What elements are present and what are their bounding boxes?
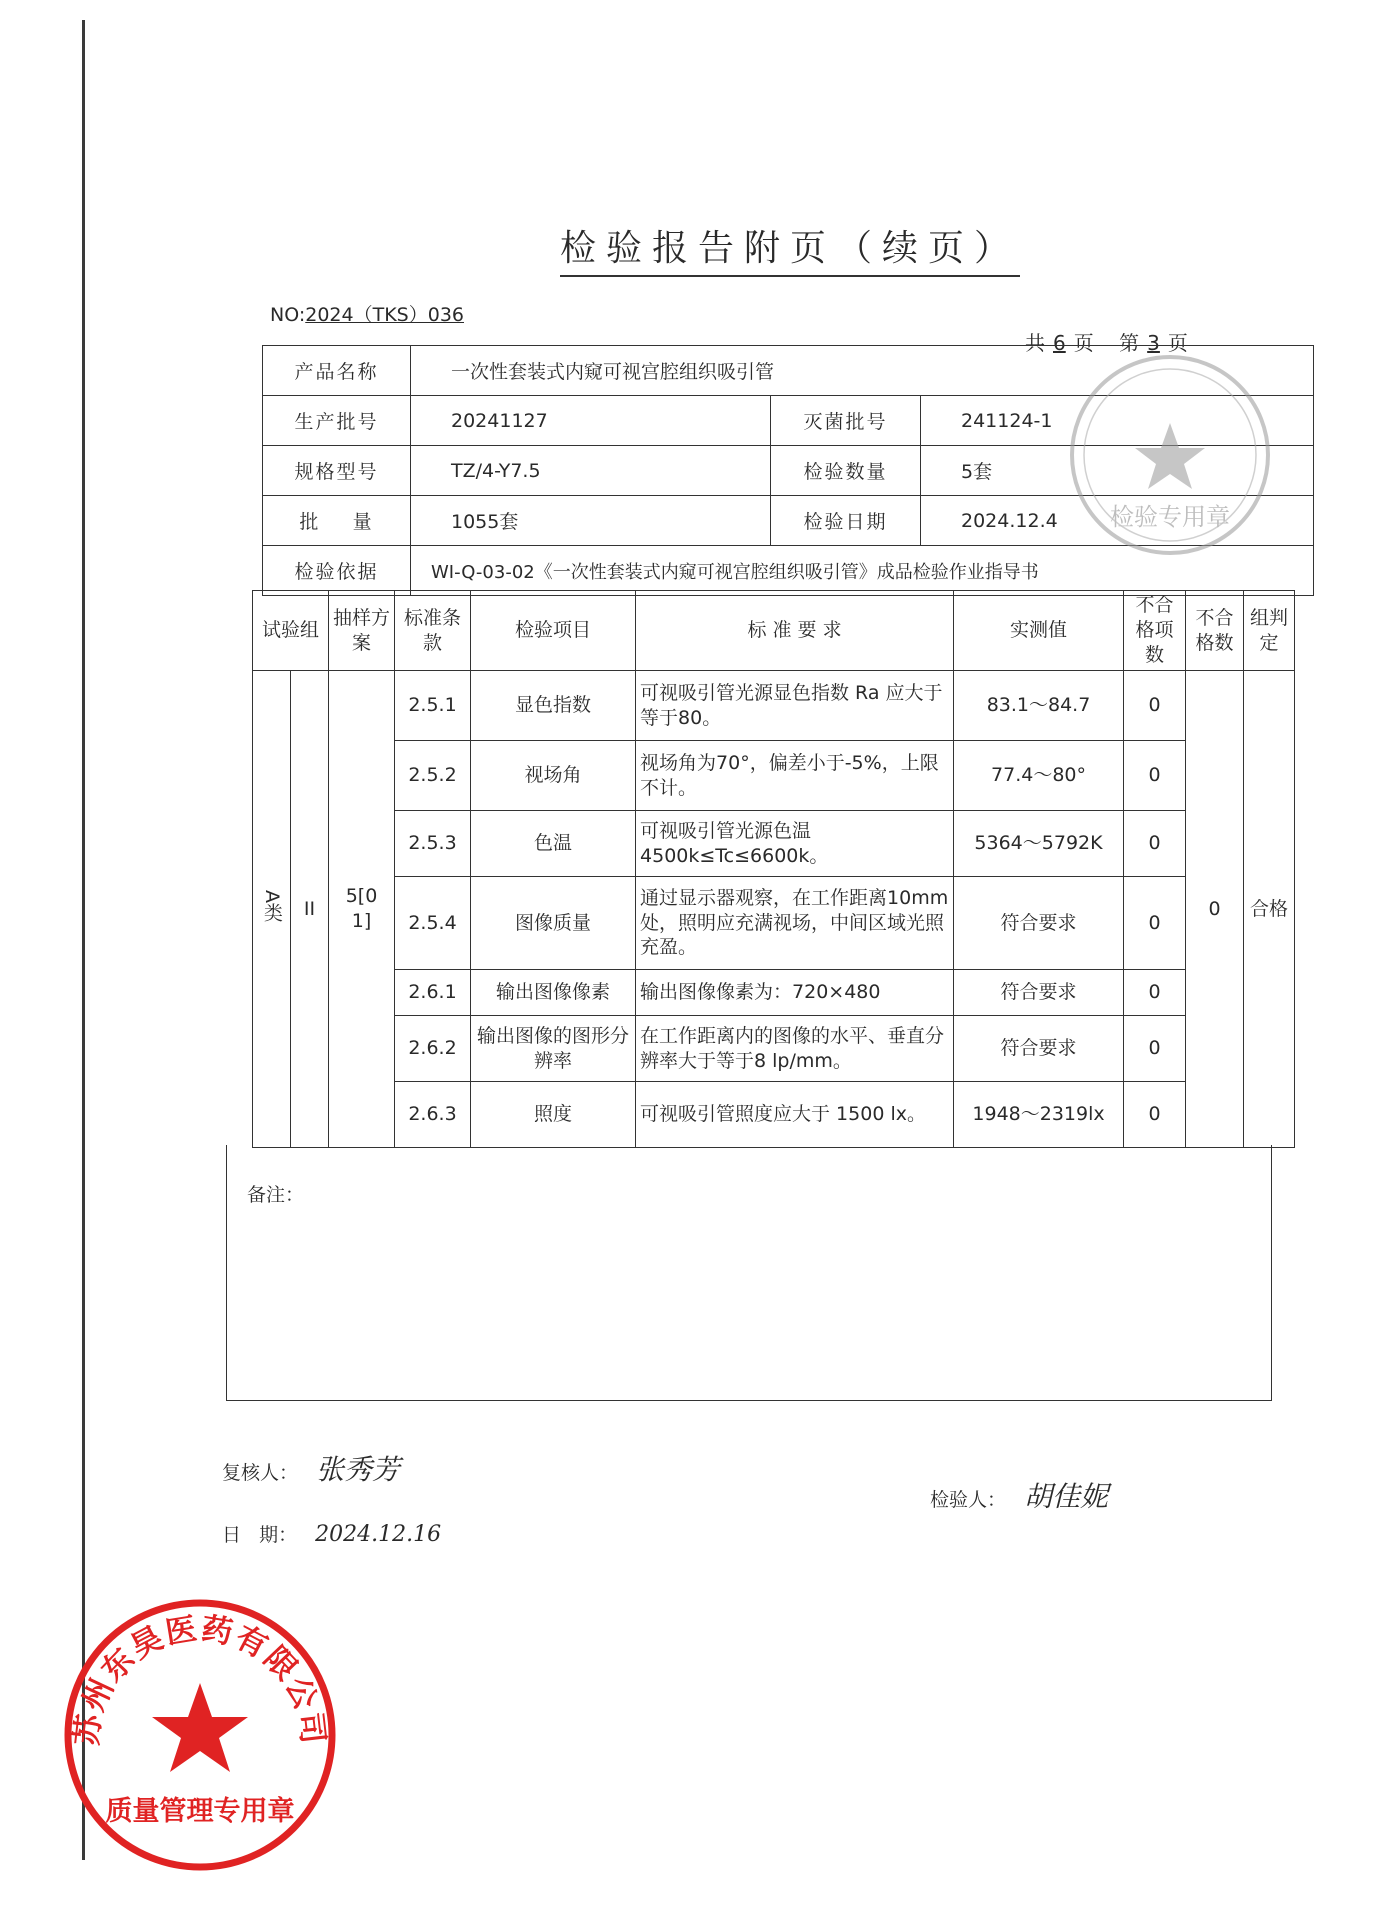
date-label: 检验日期 [771,496,921,546]
fail: 0 [1124,1082,1186,1148]
measured: 1948～2319lx [954,1082,1124,1148]
sterile-batch-value: 241124-1 [921,396,1314,446]
measured: 符合要求 [954,877,1124,970]
measured: 符合要求 [954,1016,1124,1082]
inspector-label: 检验人： [930,1489,1007,1511]
fail: 0 [1124,970,1186,1016]
reviewer [222,1448,400,1488]
measured: 符合要求 [954,970,1124,1016]
product-name-label: 产品名称 [263,346,411,396]
group-value: A类 [260,889,283,922]
current-page: 3 [1147,331,1160,355]
item: 输出图像的图形分辨率 [471,1016,636,1082]
col-sampling: 抽样方案 [329,591,395,671]
model-value: TZ/4-Y7.5 [411,446,771,496]
requirement: 可视吸引管光源色温 4500k≤Tc≤6600k。 [636,811,954,877]
clause: 2.6.2 [395,1016,471,1082]
remarks-box [226,1145,1272,1401]
company-seal [60,1595,340,1875]
measured: 5364～5792K [954,811,1124,877]
item: 色温 [471,811,636,877]
fail: 0 [1124,671,1186,741]
lot-label: 批 量 [263,496,411,546]
current-prefix: 第 [1119,331,1140,355]
report-number [270,300,464,327]
seal-subtitle: 质量管理专用章 [105,1796,295,1827]
inspector-signature: 胡佳妮 [1024,1480,1109,1513]
clause: 2.6.3 [395,1082,471,1148]
measured: 77.4～80° [954,741,1124,811]
page-unit: 页 [1073,331,1094,355]
item: 输出图像像素 [471,970,636,1016]
inspection-stamp-text: 检验专用章 [1110,503,1230,531]
report-number-label: NO: [270,304,306,326]
fail: 0 [1124,1016,1186,1082]
item: 显色指数 [471,671,636,741]
sign-date-label: 日 期： [222,1524,298,1546]
clause: 2.5.1 [395,671,471,741]
col-item: 检验项目 [471,591,636,671]
date-value: 2024.12.4 [921,496,1314,546]
requirement: 输出图像像素为：720×480 [636,970,954,1016]
col-fail-count: 不合格数 [1186,591,1244,671]
clause: 2.5.4 [395,877,471,970]
fail: 0 [1124,741,1186,811]
col-fail-items: 不合格项数 [1124,591,1186,671]
remarks-label: 备注： [247,1184,305,1206]
page-unit: 页 [1167,331,1188,355]
basis-value: WI-Q-03-02《一次性套装式内窥可视宫腔组织吸引管》成品检验作业指导书 [411,546,1314,596]
batch-value: 20241127 [411,396,771,446]
fail: 0 [1124,811,1186,877]
col-measured: 实测值 [954,591,1124,671]
report-number-value: 2024（TKS）036 [305,304,464,326]
clause: 2.6.1 [395,970,471,1016]
sampling-level: II [291,671,329,1148]
batch-label: 生产批号 [263,396,411,446]
requirement: 在工作距离内的图像的水平、垂直分辨率大于等于8 lp/mm。 [636,1016,954,1082]
clause: 2.5.3 [395,811,471,877]
col-requirement: 标 准 要 求 [636,591,954,671]
fail: 0 [1124,877,1186,970]
col-group: 试验组 [253,591,329,671]
product-name: 一次性套装式内窥可视宫腔组织吸引管 [411,346,1314,396]
qty-label: 检验数量 [771,446,921,496]
item: 照度 [471,1082,636,1148]
inspector [930,1475,1108,1515]
measured: 83.1～84.7 [954,671,1124,741]
requirement: 通过显示器观察，在工作距离10mm处，照明应充满视场，中间区域光照充盈。 [636,877,954,970]
clause: 2.5.2 [395,741,471,811]
scan-edge [82,20,85,1860]
reviewer-label: 复核人： [222,1462,299,1484]
qty-value: 5套 [921,446,1314,496]
inspection-table [252,590,1295,1148]
sign-date [222,1520,441,1547]
model-label: 规格型号 [263,446,411,496]
sampling-plan: 5[0 1] [329,671,395,1148]
sign-date-value: 2024.12.16 [315,1522,442,1547]
inspection-stamp [1060,345,1280,565]
col-clause: 标准条款 [395,591,471,671]
reviewer-signature: 张秀芳 [316,1453,401,1486]
page-title: 检验报告附页（续页） [560,220,1020,277]
requirement: 视场角为70°，偏差小于-5%，上限不计。 [636,741,954,811]
item: 图像质量 [471,877,636,970]
group-cell [253,671,291,1148]
requirement: 可视吸引管照度应大于 1500 lx。 [636,1082,954,1148]
seal-company-name: 苏州东昊医药有限公司 [68,1610,332,1748]
group-verdict: 合格 [1244,671,1295,1148]
total-pages: 6 [1053,331,1066,355]
group-fail-count: 0 [1186,671,1244,1148]
basis-label: 检验依据 [263,546,411,596]
col-verdict: 组判定 [1244,591,1295,671]
lot-value: 1055套 [411,496,771,546]
requirement: 可视吸引管光源显色指数 Ra 应大于等于80。 [636,671,954,741]
total-prefix: 共 [1025,331,1045,355]
sterile-batch-label: 灭菌批号 [771,396,921,446]
item: 视场角 [471,741,636,811]
